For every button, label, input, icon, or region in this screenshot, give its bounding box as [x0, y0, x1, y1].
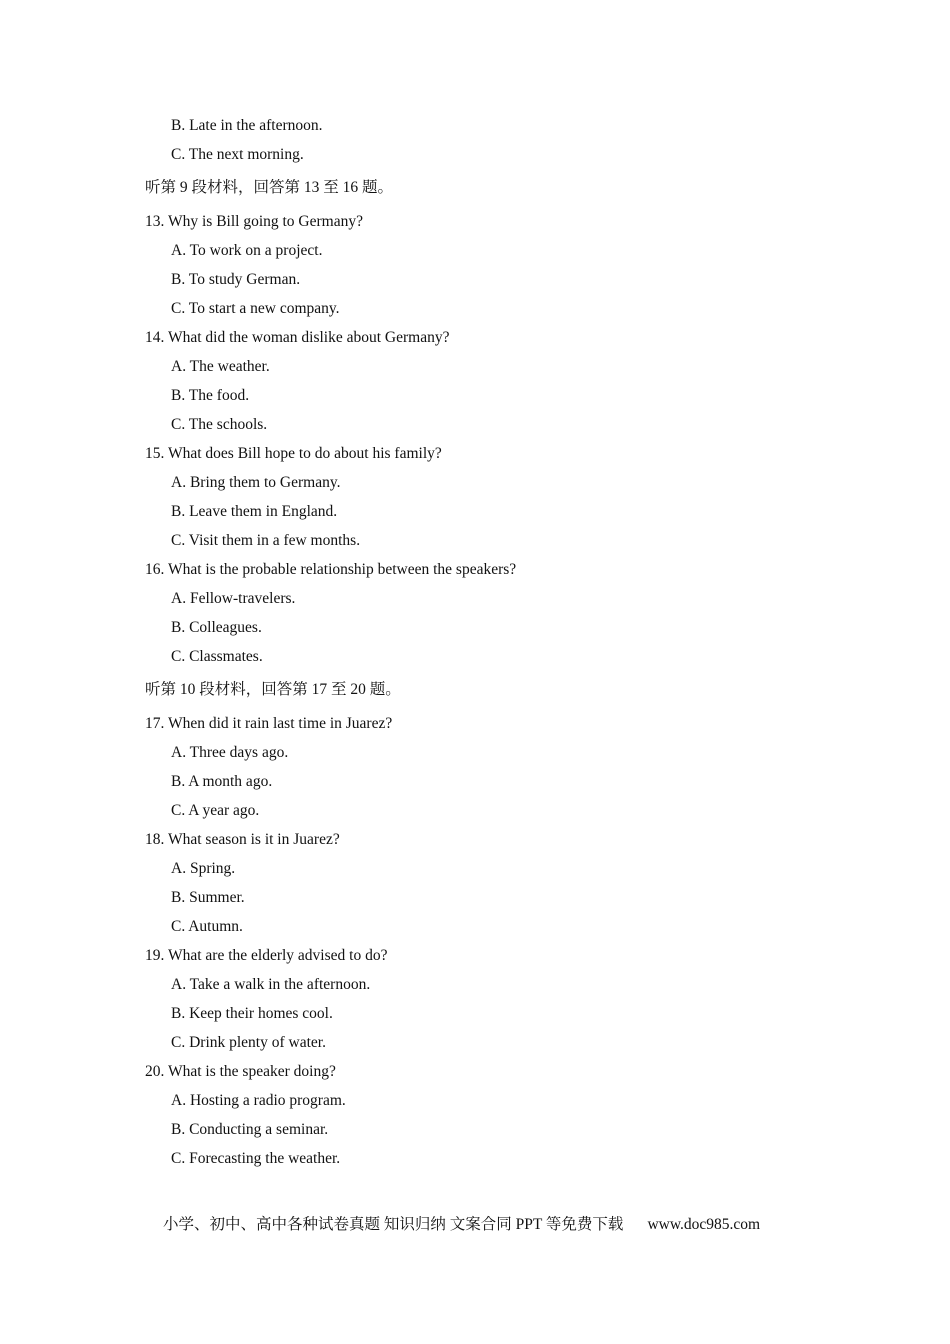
- question-15: 15. What does Bill hope to do about his family?: [145, 445, 442, 462]
- question-13: 13. Why is Bill going to Germany?: [145, 213, 363, 230]
- option-b-q15: B. Leave them in England.: [171, 503, 338, 520]
- question-19: 19. What are the elderly advised to do?: [145, 947, 388, 964]
- option-a-q16: A. Fellow-travelers.: [171, 590, 296, 607]
- question-18: 18. What season is it in Juarez?: [145, 831, 340, 848]
- document-content: [145, 114, 825, 1176]
- footer-site-link[interactable]: www.doc985.com: [647, 1216, 761, 1233]
- option-b-q14: B. The food.: [171, 387, 250, 404]
- option-b-q16: B. Colleagues.: [171, 619, 262, 636]
- option-c-q16: C. Classmates.: [171, 648, 263, 665]
- question-17: 17. When did it rain last time in Juarez?: [145, 715, 393, 732]
- option-b-q13: B. To study German.: [171, 271, 301, 288]
- option-b-q18: B. Summer.: [171, 889, 245, 906]
- question-20: 20. What is the speaker doing?: [145, 1063, 336, 1080]
- option-c-q12: C. The next morning.: [171, 146, 304, 163]
- option-a-q14: A. The weather.: [171, 358, 270, 375]
- option-c-q15: C. Visit them in a few months.: [171, 532, 361, 549]
- question-14: 14. What did the woman dislike about Germany?: [145, 329, 450, 346]
- option-c-q13: C. To start a new company.: [171, 300, 340, 317]
- option-a-q17: A. Three days ago.: [171, 744, 289, 761]
- question-16: 16. What is the probable relationship between the speakers?: [145, 561, 517, 578]
- option-c-q14: C. The schools.: [171, 416, 268, 433]
- option-b-q17: B. A month ago.: [171, 773, 273, 790]
- option-c-q18: C. Autumn.: [171, 918, 243, 935]
- option-a-q20: A. Hosting a radio program.: [171, 1092, 346, 1109]
- section-10-instruction: 听第 10 段材料，回答第 17 至 20 题。: [145, 681, 401, 698]
- option-b-q20: B. Conducting a seminar.: [171, 1121, 329, 1138]
- page-footer: [163, 1212, 760, 1234]
- option-c-q19: C. Drink plenty of water.: [171, 1034, 326, 1051]
- section-9-instruction: 听第 9 段材料，回答第 13 至 16 题。: [145, 179, 394, 196]
- option-b-q12: B. Late in the afternoon.: [171, 117, 323, 134]
- option-a-q19: A. Take a walk in the afternoon.: [171, 976, 371, 993]
- option-a-q15: A. Bring them to Germany.: [171, 474, 341, 491]
- option-a-q13: A. To work on a project.: [171, 242, 323, 259]
- option-c-q20: C. Forecasting the weather.: [171, 1150, 341, 1167]
- option-a-q18: A. Spring.: [171, 860, 236, 877]
- option-b-q19: B. Keep their homes cool.: [171, 1005, 333, 1022]
- footer-text: 小学、初中、高中各种试卷真题 知识归纳 文案合同 PPT 等免费下载: [163, 1216, 624, 1233]
- option-c-q17: C. A year ago.: [171, 802, 260, 819]
